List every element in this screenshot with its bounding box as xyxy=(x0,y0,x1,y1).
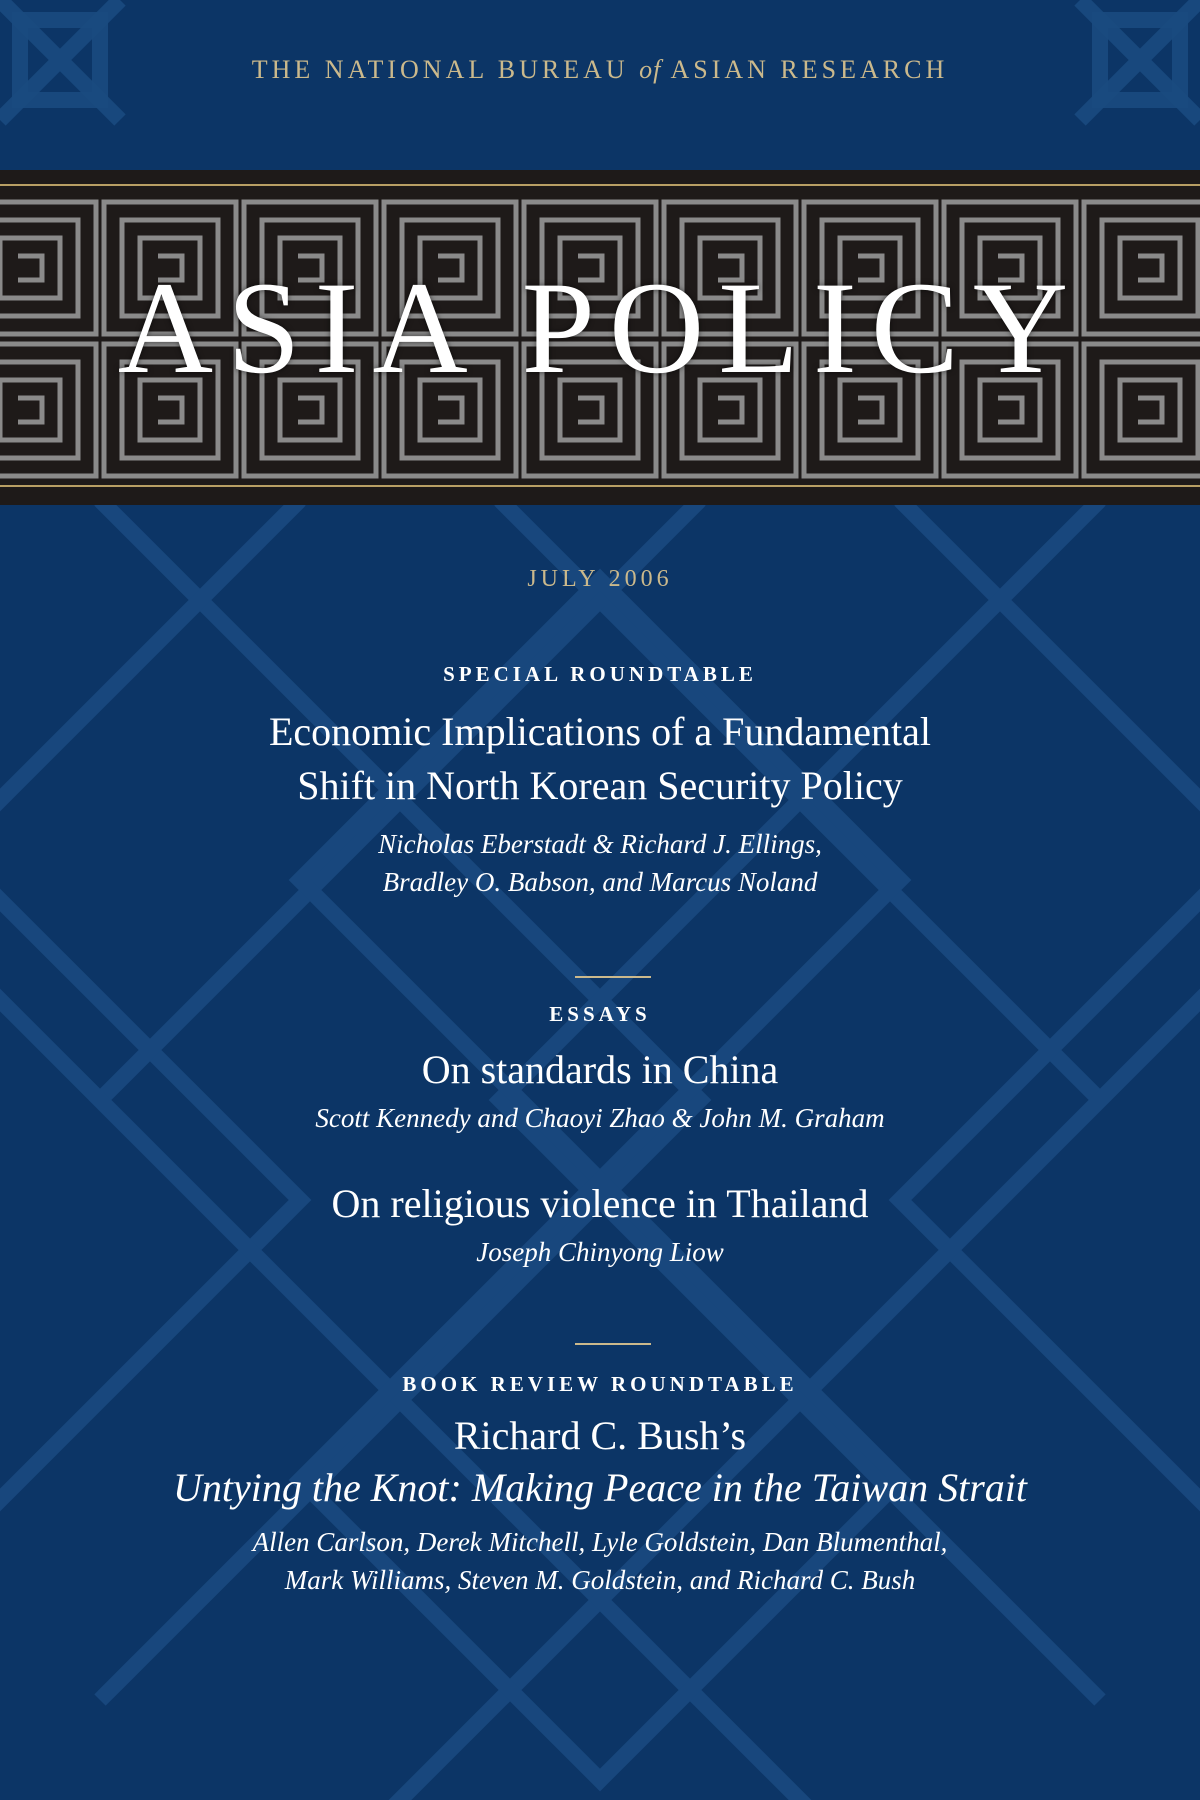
book-title: Untying the Knot: Making Peace in the Taiwan Strait xyxy=(173,1465,1027,1510)
issue-date: JULY 2006 xyxy=(527,566,673,592)
essay1-title: On standards in China xyxy=(421,1047,779,1092)
essay1-authors: Scott Kennedy and Chaoyi Zhao & John M. Graham xyxy=(315,1103,885,1133)
section-label-book-review: BOOK REVIEW ROUNDTABLE xyxy=(402,1372,798,1396)
section-label-special-roundtable: SPECIAL ROUNDTABLE xyxy=(443,662,757,686)
roundtable-title-line2: Shift in North Korean Security Policy xyxy=(297,763,903,808)
essay2-title: On religious violence in Thailand xyxy=(331,1181,869,1226)
roundtable-title-line1: Economic Implications of a Fundamental xyxy=(268,709,932,754)
section-divider-1 xyxy=(575,976,651,978)
reviewers-line1: Allen Carlson, Derek Mitchell, Lyle Goldstein, Dan Blumenthal, xyxy=(252,1527,948,1557)
publisher-name-of: of xyxy=(639,55,662,84)
publisher-name-part2: ASIAN RESEARCH xyxy=(670,55,949,84)
publisher-name-part1: THE NATIONAL BUREAU xyxy=(251,55,629,84)
essay2-authors: Joseph Chinyong Liow xyxy=(476,1237,724,1267)
book-author-line: Richard C. Bush’s xyxy=(453,1413,747,1458)
section-label-essays: ESSAYS xyxy=(549,1002,651,1026)
journal-title: ASIA POLICY xyxy=(117,254,1083,401)
roundtable-authors-line1: Nicholas Eberstadt & Richard J. Ellings, xyxy=(378,829,822,859)
section-divider-2 xyxy=(575,1343,651,1345)
reviewers-line2: Mark Williams, Steven M. Goldstein, and Richard C. Bush xyxy=(284,1565,916,1595)
roundtable-authors-line2: Bradley O. Babson, and Marcus Noland xyxy=(382,867,818,897)
